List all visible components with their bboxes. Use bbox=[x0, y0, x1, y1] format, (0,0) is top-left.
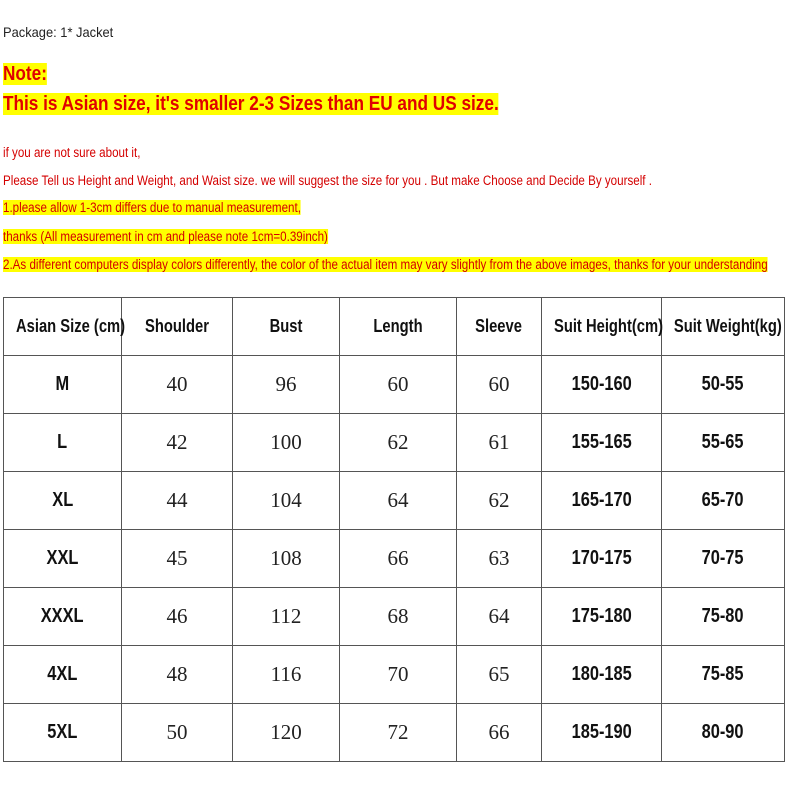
header-shoulder-label: Shoulder bbox=[145, 316, 209, 336]
header-suit-weight bbox=[662, 298, 785, 356]
header-bust-label: Bust bbox=[269, 316, 303, 336]
header-asian-size bbox=[4, 298, 126, 356]
cell-shoulder-value: 48 bbox=[166, 662, 188, 686]
cell-length-value: 64 bbox=[387, 488, 409, 512]
header-suit-weight-label: Suit Weight(kg) bbox=[673, 316, 782, 336]
table-row bbox=[4, 530, 785, 588]
table-row bbox=[4, 588, 785, 646]
cell-suit-height bbox=[542, 646, 662, 704]
allow-line-text: 1.please allow 1-3cm differs due to manual measurement, bbox=[3, 200, 301, 215]
cell-bust bbox=[233, 414, 340, 472]
note-title bbox=[3, 63, 47, 86]
table-header-row bbox=[4, 298, 785, 356]
cell-size-value: XXL bbox=[46, 547, 79, 569]
cell-bust-value: 120 bbox=[270, 720, 302, 744]
cell-length-value: 70 bbox=[387, 662, 409, 686]
cell-size-value: L bbox=[57, 431, 68, 453]
cell-sleeve-value: 65 bbox=[488, 662, 510, 686]
cell-bust bbox=[233, 530, 340, 588]
table-row bbox=[4, 704, 785, 762]
cell-sleeve-value: 61 bbox=[488, 430, 510, 454]
cell-bust bbox=[233, 588, 340, 646]
cell-sleeve-value: 64 bbox=[488, 604, 510, 628]
cell-length-value: 60 bbox=[387, 372, 409, 396]
note-body-text: This is Asian size, it's smaller 2-3 Sizes than EU and US size. bbox=[3, 93, 499, 115]
cell-bust bbox=[233, 646, 340, 704]
cell-suit-weight bbox=[662, 530, 785, 588]
header-sleeve-label: Sleeve bbox=[475, 316, 523, 336]
table-body bbox=[4, 356, 785, 762]
cell-sleeve-value: 60 bbox=[488, 372, 510, 396]
cell-length bbox=[340, 704, 457, 762]
cell-suit-weight-value: 55-65 bbox=[702, 431, 744, 453]
cell-suit-height-value: 185-190 bbox=[571, 721, 632, 743]
cell-suit-weight-value: 50-55 bbox=[702, 373, 744, 395]
cell-length bbox=[340, 472, 457, 530]
cell-bust bbox=[233, 356, 340, 414]
cell-suit-height bbox=[542, 356, 662, 414]
header-asian-size-label: Asian Size (cm) bbox=[15, 316, 126, 336]
cell-shoulder-value: 42 bbox=[166, 430, 188, 454]
cell-bust-value: 100 bbox=[270, 430, 302, 454]
thanks-line bbox=[3, 229, 328, 244]
cell-shoulder bbox=[122, 588, 233, 646]
cell-shoulder bbox=[122, 414, 233, 472]
colors-line-text: 2.As different computers display colors differently, the color of the actual item may vary slightly from the above images, thanks for your understanding bbox=[3, 257, 768, 272]
cell-size-value: XL bbox=[52, 489, 73, 511]
header-bust bbox=[233, 298, 340, 356]
cell-size-value: XXXL bbox=[41, 605, 84, 627]
cell-sleeve bbox=[457, 414, 542, 472]
cell-size bbox=[4, 356, 122, 414]
cell-suit-height bbox=[542, 530, 662, 588]
cell-suit-height bbox=[542, 704, 662, 762]
header-length-label: Length bbox=[373, 316, 423, 336]
header-suit-height-label: Suit Height(cm) bbox=[553, 316, 664, 336]
cell-suit-weight-value: 70-75 bbox=[702, 547, 744, 569]
cell-suit-weight bbox=[662, 472, 785, 530]
cell-shoulder-value: 46 bbox=[166, 604, 188, 628]
table-row bbox=[4, 414, 785, 472]
cell-length-value: 66 bbox=[387, 546, 409, 570]
cell-shoulder-value: 50 bbox=[166, 720, 188, 744]
cell-suit-weight-value: 75-80 bbox=[702, 605, 744, 627]
cell-sleeve bbox=[457, 356, 542, 414]
note-body bbox=[3, 93, 499, 116]
unsure-line: if you are not sure about it, bbox=[3, 145, 141, 160]
cell-length bbox=[340, 356, 457, 414]
allow-line bbox=[3, 200, 301, 215]
cell-shoulder bbox=[122, 646, 233, 704]
cell-size-value: M bbox=[55, 373, 70, 395]
cell-size bbox=[4, 414, 122, 472]
cell-shoulder bbox=[122, 356, 233, 414]
cell-sleeve-value: 66 bbox=[488, 720, 510, 744]
table-row bbox=[4, 356, 785, 414]
note-title-text: Note: bbox=[3, 63, 47, 85]
cell-suit-height bbox=[542, 414, 662, 472]
cell-length-value: 62 bbox=[387, 430, 409, 454]
cell-sleeve-value: 62 bbox=[488, 488, 510, 512]
cell-suit-weight bbox=[662, 414, 785, 472]
cell-suit-weight bbox=[662, 704, 785, 762]
cell-shoulder bbox=[122, 530, 233, 588]
cell-length bbox=[340, 646, 457, 704]
cell-size-value: 4XL bbox=[47, 663, 78, 685]
table-row bbox=[4, 472, 785, 530]
cell-size bbox=[4, 646, 122, 704]
cell-suit-weight-value: 75-85 bbox=[702, 663, 744, 685]
cell-shoulder-value: 44 bbox=[166, 488, 188, 512]
cell-suit-weight-value: 65-70 bbox=[702, 489, 744, 511]
cell-length bbox=[340, 530, 457, 588]
cell-bust bbox=[233, 472, 340, 530]
cell-bust-value: 108 bbox=[270, 546, 302, 570]
cell-bust-value: 116 bbox=[270, 662, 302, 686]
cell-suit-height-value: 170-175 bbox=[571, 547, 632, 569]
cell-bust-value: 112 bbox=[270, 604, 302, 628]
cell-sleeve bbox=[457, 530, 542, 588]
cell-bust bbox=[233, 704, 340, 762]
cell-length bbox=[340, 414, 457, 472]
cell-suit-height-value: 150-160 bbox=[571, 373, 632, 395]
cell-sleeve bbox=[457, 472, 542, 530]
cell-length bbox=[340, 588, 457, 646]
cell-suit-weight bbox=[662, 356, 785, 414]
colors-line bbox=[3, 257, 768, 272]
cell-size bbox=[4, 704, 122, 762]
package-label: Package: 1* Jacket bbox=[3, 24, 114, 40]
cell-size-value: 5XL bbox=[47, 721, 78, 743]
cell-size bbox=[4, 472, 122, 530]
cell-suit-height-value: 180-185 bbox=[571, 663, 632, 685]
cell-sleeve-value: 63 bbox=[488, 546, 510, 570]
cell-size bbox=[4, 530, 122, 588]
cell-shoulder bbox=[122, 704, 233, 762]
cell-sleeve bbox=[457, 704, 542, 762]
thanks-line-text: thanks (All measurement in cm and please note 1cm=0.39inch) bbox=[3, 229, 328, 244]
header-length bbox=[340, 298, 457, 356]
cell-suit-height bbox=[542, 472, 662, 530]
header-sleeve bbox=[457, 298, 542, 356]
cell-suit-weight bbox=[662, 646, 785, 704]
cell-sleeve bbox=[457, 588, 542, 646]
header-suit-height bbox=[542, 298, 662, 356]
cell-suit-height-value: 155-165 bbox=[571, 431, 632, 453]
header-shoulder bbox=[122, 298, 233, 356]
size-table-wrapper bbox=[3, 297, 784, 762]
table-row bbox=[4, 646, 785, 704]
cell-bust-value: 104 bbox=[270, 488, 302, 512]
cell-suit-weight-value: 80-90 bbox=[702, 721, 744, 743]
cell-suit-height-value: 165-170 bbox=[571, 489, 632, 511]
cell-size bbox=[4, 588, 122, 646]
size-chart-table bbox=[3, 297, 785, 762]
cell-suit-height-value: 175-180 bbox=[571, 605, 632, 627]
cell-length-value: 68 bbox=[387, 604, 409, 628]
tell-us-line: Please Tell us Height and Weight, and Waist size. we will suggest the size for you . But make Choose and Decide By yourself . bbox=[3, 173, 652, 188]
cell-sleeve bbox=[457, 646, 542, 704]
cell-bust-value: 96 bbox=[275, 372, 297, 396]
cell-length-value: 72 bbox=[387, 720, 409, 744]
cell-suit-weight bbox=[662, 588, 785, 646]
cell-shoulder bbox=[122, 472, 233, 530]
cell-shoulder-value: 40 bbox=[166, 372, 188, 396]
cell-shoulder-value: 45 bbox=[166, 546, 188, 570]
cell-suit-height bbox=[542, 588, 662, 646]
